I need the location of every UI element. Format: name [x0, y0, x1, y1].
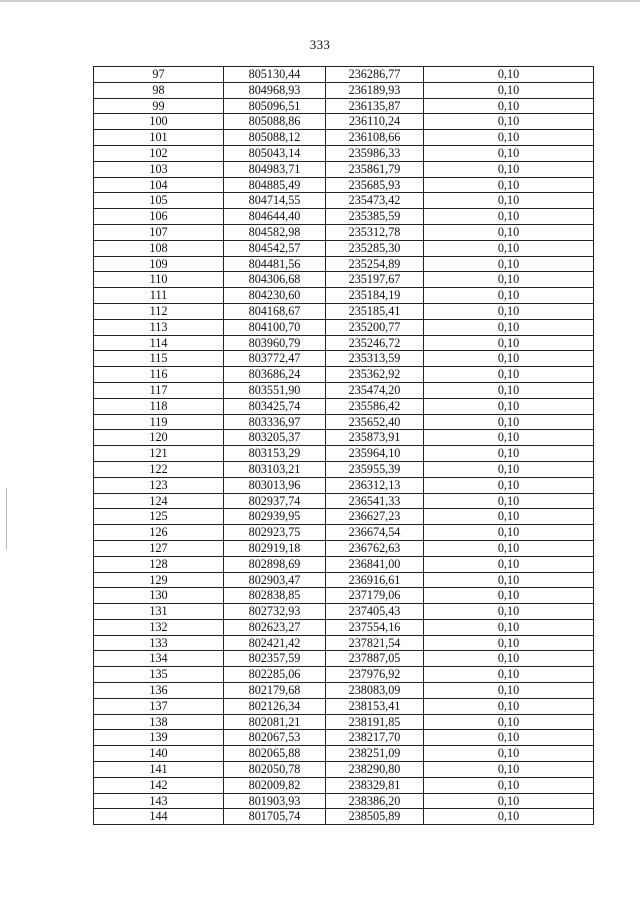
y-coordinate-cell: 236286,77	[326, 67, 424, 83]
tolerance-cell: 0,10	[424, 446, 594, 462]
x-coordinate-cell: 804885,49	[224, 177, 326, 193]
y-coordinate-cell: 237976,92	[326, 667, 424, 683]
x-coordinate-cell: 802939,95	[224, 509, 326, 525]
table-row	[94, 272, 594, 288]
tolerance-cell: 0,10	[424, 193, 594, 209]
x-coordinate-cell: 803153,29	[224, 446, 326, 462]
table-row	[94, 683, 594, 699]
table-row	[94, 572, 594, 588]
point-number-cell: 97	[94, 67, 224, 83]
x-coordinate-cell: 804306,68	[224, 272, 326, 288]
point-number-cell: 131	[94, 604, 224, 620]
y-coordinate-cell: 238505,89	[326, 809, 424, 825]
coordinates-table	[93, 66, 594, 825]
x-coordinate-cell: 805130,44	[224, 67, 326, 83]
point-number-cell: 119	[94, 414, 224, 430]
point-number-cell: 132	[94, 619, 224, 635]
y-coordinate-cell: 238191,85	[326, 714, 424, 730]
point-number-cell: 141	[94, 762, 224, 778]
table-row	[94, 161, 594, 177]
page-number: 333	[309, 37, 331, 52]
y-coordinate-cell: 236312,13	[326, 477, 424, 493]
x-coordinate-cell: 802421,42	[224, 635, 326, 651]
table-row	[94, 635, 594, 651]
tolerance-cell: 0,10	[424, 414, 594, 430]
point-number-cell: 99	[94, 98, 224, 114]
point-number-cell: 125	[94, 509, 224, 525]
table-row	[94, 335, 594, 351]
x-coordinate-cell: 803103,21	[224, 461, 326, 477]
y-coordinate-cell: 236762,63	[326, 540, 424, 556]
y-coordinate-cell: 235652,40	[326, 414, 424, 430]
x-coordinate-cell: 802009,82	[224, 777, 326, 793]
table-row	[94, 430, 594, 446]
table-row	[94, 177, 594, 193]
x-coordinate-cell: 803686,24	[224, 367, 326, 383]
x-coordinate-cell: 802285,06	[224, 667, 326, 683]
table-row	[94, 588, 594, 604]
table-row	[94, 793, 594, 809]
tolerance-cell: 0,10	[424, 367, 594, 383]
point-number-cell: 137	[94, 698, 224, 714]
x-coordinate-cell: 802067,53	[224, 730, 326, 746]
point-number-cell: 103	[94, 161, 224, 177]
x-coordinate-cell: 803205,37	[224, 430, 326, 446]
y-coordinate-cell: 235586,42	[326, 398, 424, 414]
tolerance-cell: 0,10	[424, 272, 594, 288]
y-coordinate-cell: 237179,06	[326, 588, 424, 604]
x-coordinate-cell: 804968,93	[224, 82, 326, 98]
tolerance-cell: 0,10	[424, 477, 594, 493]
x-coordinate-cell: 804714,55	[224, 193, 326, 209]
x-coordinate-cell: 802937,74	[224, 493, 326, 509]
x-coordinate-cell: 802903,47	[224, 572, 326, 588]
point-number-cell: 133	[94, 635, 224, 651]
tolerance-cell: 0,10	[424, 588, 594, 604]
table-row	[94, 145, 594, 161]
table-row	[94, 446, 594, 462]
y-coordinate-cell: 236108,66	[326, 130, 424, 146]
x-coordinate-cell: 804983,71	[224, 161, 326, 177]
tolerance-cell: 0,10	[424, 177, 594, 193]
point-number-cell: 109	[94, 256, 224, 272]
table-row	[94, 461, 594, 477]
tolerance-cell: 0,10	[424, 145, 594, 161]
point-number-cell: 112	[94, 303, 224, 319]
x-coordinate-cell: 802050,78	[224, 762, 326, 778]
y-coordinate-cell: 235986,33	[326, 145, 424, 161]
y-coordinate-cell: 236541,33	[326, 493, 424, 509]
tolerance-cell: 0,10	[424, 67, 594, 83]
point-number-cell: 110	[94, 272, 224, 288]
tolerance-cell: 0,10	[424, 793, 594, 809]
y-coordinate-cell: 236189,93	[326, 82, 424, 98]
x-coordinate-cell: 801705,74	[224, 809, 326, 825]
y-coordinate-cell: 235861,79	[326, 161, 424, 177]
tolerance-cell: 0,10	[424, 556, 594, 572]
table-row	[94, 667, 594, 683]
table-row	[94, 698, 594, 714]
table-row	[94, 809, 594, 825]
y-coordinate-cell: 236627,23	[326, 509, 424, 525]
point-number-cell: 114	[94, 335, 224, 351]
point-number-cell: 127	[94, 540, 224, 556]
tolerance-cell: 0,10	[424, 430, 594, 446]
tolerance-cell: 0,10	[424, 493, 594, 509]
point-number-cell: 105	[94, 193, 224, 209]
x-coordinate-cell: 804542,57	[224, 240, 326, 256]
tolerance-cell: 0,10	[424, 667, 594, 683]
tolerance-cell: 0,10	[424, 651, 594, 667]
table-row	[94, 114, 594, 130]
tolerance-cell: 0,10	[424, 351, 594, 367]
y-coordinate-cell: 235197,67	[326, 272, 424, 288]
y-coordinate-cell: 237887,05	[326, 651, 424, 667]
point-number-cell: 135	[94, 667, 224, 683]
point-number-cell: 107	[94, 224, 224, 240]
tolerance-cell: 0,10	[424, 240, 594, 256]
x-coordinate-cell: 804582,98	[224, 224, 326, 240]
y-coordinate-cell: 238329,81	[326, 777, 424, 793]
tolerance-cell: 0,10	[424, 635, 594, 651]
tolerance-cell: 0,10	[424, 762, 594, 778]
x-coordinate-cell: 802732,93	[224, 604, 326, 620]
point-number-cell: 124	[94, 493, 224, 509]
tolerance-cell: 0,10	[424, 572, 594, 588]
x-coordinate-cell: 804481,56	[224, 256, 326, 272]
tolerance-cell: 0,10	[424, 604, 594, 620]
y-coordinate-cell: 235955,39	[326, 461, 424, 477]
y-coordinate-cell: 238217,70	[326, 730, 424, 746]
y-coordinate-cell: 235362,92	[326, 367, 424, 383]
point-number-cell: 143	[94, 793, 224, 809]
tolerance-cell: 0,10	[424, 398, 594, 414]
table-row	[94, 762, 594, 778]
table-row	[94, 414, 594, 430]
y-coordinate-cell: 236841,00	[326, 556, 424, 572]
point-number-cell: 139	[94, 730, 224, 746]
table-row	[94, 367, 594, 383]
y-coordinate-cell: 235474,20	[326, 382, 424, 398]
point-number-cell: 130	[94, 588, 224, 604]
x-coordinate-cell: 802065,88	[224, 746, 326, 762]
x-coordinate-cell: 805096,51	[224, 98, 326, 114]
y-coordinate-cell: 238153,41	[326, 698, 424, 714]
x-coordinate-cell: 803013,96	[224, 477, 326, 493]
tolerance-cell: 0,10	[424, 619, 594, 635]
x-coordinate-cell: 802923,75	[224, 525, 326, 541]
table-row	[94, 540, 594, 556]
table-row	[94, 240, 594, 256]
x-coordinate-cell: 801903,93	[224, 793, 326, 809]
table-row	[94, 82, 594, 98]
table-row	[94, 67, 594, 83]
table-row	[94, 525, 594, 541]
y-coordinate-cell: 235964,10	[326, 446, 424, 462]
y-coordinate-cell: 235184,19	[326, 288, 424, 304]
tolerance-cell: 0,10	[424, 698, 594, 714]
table-row	[94, 730, 594, 746]
x-coordinate-cell: 804100,70	[224, 319, 326, 335]
table-row	[94, 604, 594, 620]
point-number-cell: 98	[94, 82, 224, 98]
y-coordinate-cell: 235385,59	[326, 209, 424, 225]
y-coordinate-cell: 237554,16	[326, 619, 424, 635]
x-coordinate-cell: 803960,79	[224, 335, 326, 351]
point-number-cell: 129	[94, 572, 224, 588]
table-row	[94, 224, 594, 240]
point-number-cell: 120	[94, 430, 224, 446]
table-row	[94, 398, 594, 414]
y-coordinate-cell: 235685,93	[326, 177, 424, 193]
point-number-cell: 113	[94, 319, 224, 335]
x-coordinate-cell: 802919,18	[224, 540, 326, 556]
y-coordinate-cell: 235246,72	[326, 335, 424, 351]
y-coordinate-cell: 235473,42	[326, 193, 424, 209]
point-number-cell: 138	[94, 714, 224, 730]
y-coordinate-cell: 238083,09	[326, 683, 424, 699]
point-number-cell: 106	[94, 209, 224, 225]
point-number-cell: 136	[94, 683, 224, 699]
y-coordinate-cell: 238386,20	[326, 793, 424, 809]
y-coordinate-cell: 235200,77	[326, 319, 424, 335]
x-coordinate-cell: 802081,21	[224, 714, 326, 730]
tolerance-cell: 0,10	[424, 461, 594, 477]
tolerance-cell: 0,10	[424, 525, 594, 541]
x-coordinate-cell: 805043,14	[224, 145, 326, 161]
y-coordinate-cell: 236135,87	[326, 98, 424, 114]
table-row	[94, 319, 594, 335]
table-row	[94, 714, 594, 730]
point-number-cell: 122	[94, 461, 224, 477]
x-coordinate-cell: 802126,34	[224, 698, 326, 714]
table-row	[94, 256, 594, 272]
y-coordinate-cell: 235185,41	[326, 303, 424, 319]
point-number-cell: 142	[94, 777, 224, 793]
tolerance-cell: 0,10	[424, 746, 594, 762]
table-row	[94, 382, 594, 398]
y-coordinate-cell: 235285,30	[326, 240, 424, 256]
tolerance-cell: 0,10	[424, 209, 594, 225]
point-number-cell: 115	[94, 351, 224, 367]
x-coordinate-cell: 805088,86	[224, 114, 326, 130]
table-row	[94, 509, 594, 525]
table-row	[94, 477, 594, 493]
x-coordinate-cell: 802898,69	[224, 556, 326, 572]
x-coordinate-cell: 802623,27	[224, 619, 326, 635]
y-coordinate-cell: 237821,54	[326, 635, 424, 651]
x-coordinate-cell: 805088,12	[224, 130, 326, 146]
x-coordinate-cell: 804644,40	[224, 209, 326, 225]
y-coordinate-cell: 236110,24	[326, 114, 424, 130]
tolerance-cell: 0,10	[424, 509, 594, 525]
table-row	[94, 193, 594, 209]
y-coordinate-cell: 238290,80	[326, 762, 424, 778]
x-coordinate-cell: 803551,90	[224, 382, 326, 398]
y-coordinate-cell: 235873,91	[326, 430, 424, 446]
tolerance-cell: 0,10	[424, 161, 594, 177]
point-number-cell: 128	[94, 556, 224, 572]
point-number-cell: 126	[94, 525, 224, 541]
point-number-cell: 140	[94, 746, 224, 762]
x-coordinate-cell: 803425,74	[224, 398, 326, 414]
x-coordinate-cell: 804230,60	[224, 288, 326, 304]
tolerance-cell: 0,10	[424, 224, 594, 240]
table-row	[94, 209, 594, 225]
tolerance-cell: 0,10	[424, 683, 594, 699]
table-row	[94, 493, 594, 509]
x-coordinate-cell: 803772,47	[224, 351, 326, 367]
table-row	[94, 288, 594, 304]
tolerance-cell: 0,10	[424, 98, 594, 114]
tolerance-cell: 0,10	[424, 288, 594, 304]
x-coordinate-cell: 803336,97	[224, 414, 326, 430]
scan-top-edge	[0, 0, 640, 2]
x-coordinate-cell: 804168,67	[224, 303, 326, 319]
y-coordinate-cell: 235313,59	[326, 351, 424, 367]
tolerance-cell: 0,10	[424, 777, 594, 793]
table-row	[94, 556, 594, 572]
table-row	[94, 130, 594, 146]
point-number-cell: 108	[94, 240, 224, 256]
table-row	[94, 651, 594, 667]
table-row	[94, 777, 594, 793]
point-number-cell: 102	[94, 145, 224, 161]
table-row	[94, 619, 594, 635]
y-coordinate-cell: 235312,78	[326, 224, 424, 240]
point-number-cell: 117	[94, 382, 224, 398]
y-coordinate-cell: 235254,89	[326, 256, 424, 272]
point-number-cell: 144	[94, 809, 224, 825]
point-number-cell: 104	[94, 177, 224, 193]
point-number-cell: 134	[94, 651, 224, 667]
tolerance-cell: 0,10	[424, 256, 594, 272]
tolerance-cell: 0,10	[424, 114, 594, 130]
point-number-cell: 100	[94, 114, 224, 130]
x-coordinate-cell: 802179,68	[224, 683, 326, 699]
y-coordinate-cell: 236674,54	[326, 525, 424, 541]
y-coordinate-cell: 237405,43	[326, 604, 424, 620]
table-row	[94, 351, 594, 367]
y-coordinate-cell: 236916,61	[326, 572, 424, 588]
point-number-cell: 118	[94, 398, 224, 414]
point-number-cell: 116	[94, 367, 224, 383]
point-number-cell: 121	[94, 446, 224, 462]
tolerance-cell: 0,10	[424, 809, 594, 825]
table-row	[94, 98, 594, 114]
tolerance-cell: 0,10	[424, 540, 594, 556]
table-row	[94, 303, 594, 319]
tolerance-cell: 0,10	[424, 714, 594, 730]
scan-left-edge-mark	[6, 488, 7, 550]
tolerance-cell: 0,10	[424, 303, 594, 319]
point-number-cell: 123	[94, 477, 224, 493]
x-coordinate-cell: 802838,85	[224, 588, 326, 604]
tolerance-cell: 0,10	[424, 130, 594, 146]
y-coordinate-cell: 238251,09	[326, 746, 424, 762]
coordinates-table-body	[94, 67, 594, 825]
tolerance-cell: 0,10	[424, 335, 594, 351]
tolerance-cell: 0,10	[424, 382, 594, 398]
point-number-cell: 101	[94, 130, 224, 146]
tolerance-cell: 0,10	[424, 319, 594, 335]
tolerance-cell: 0,10	[424, 82, 594, 98]
x-coordinate-cell: 802357,59	[224, 651, 326, 667]
tolerance-cell: 0,10	[424, 730, 594, 746]
table-row	[94, 746, 594, 762]
point-number-cell: 111	[94, 288, 224, 304]
